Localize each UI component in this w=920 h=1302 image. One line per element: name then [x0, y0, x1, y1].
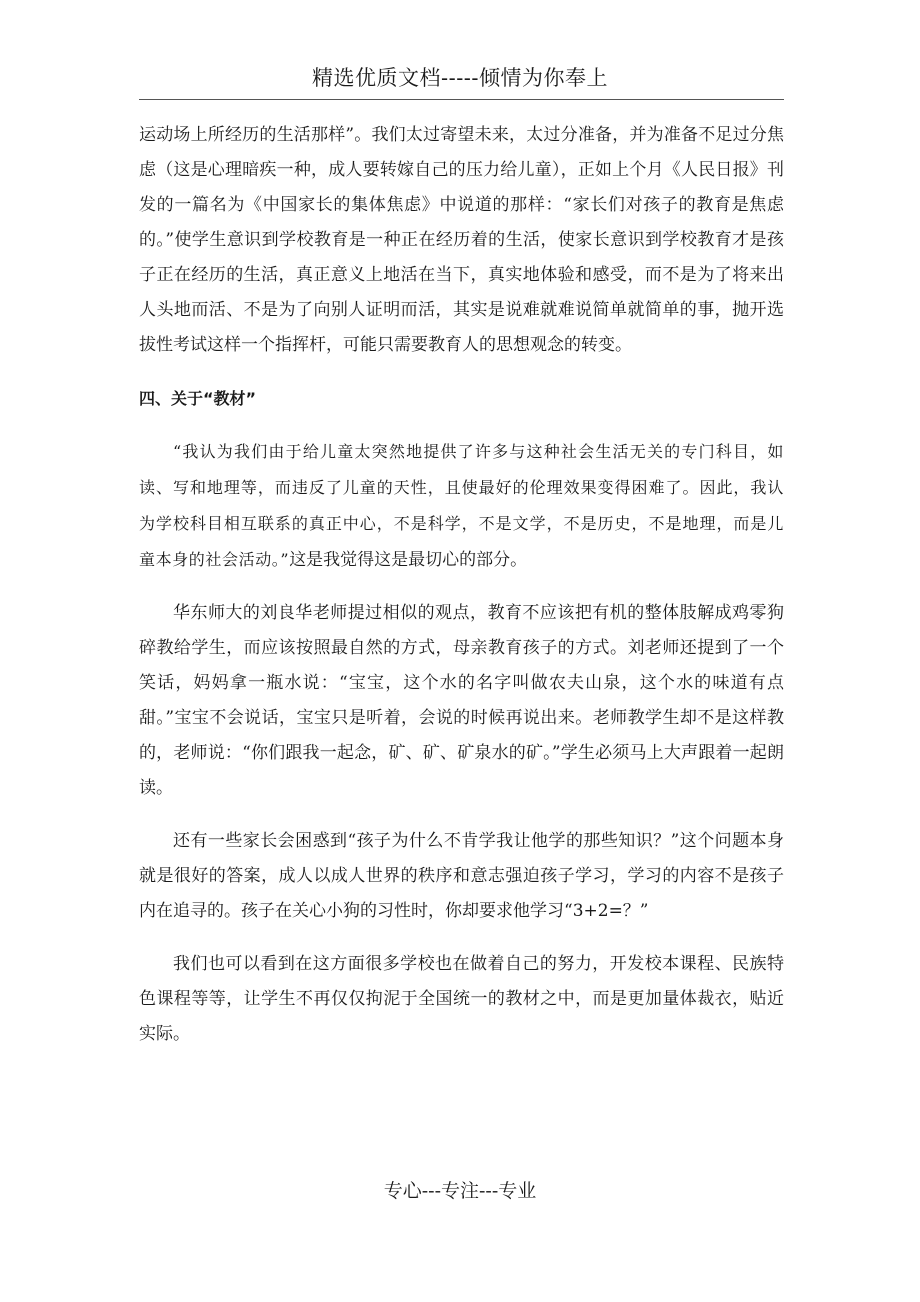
document-body	[139, 118, 784, 1052]
paragraph-3: 华东师大的刘良华老师提过相似的观点，教育不应该把有机的整体肢解成鸡零狗碎教给学生，而应该按照最自然的方式，母亲教育孩子的方式。刘老师还提到了一个笑话，妈妈拿一瓶水说：“宝宝，这个水的名字叫做农夫山泉，这个水的味道有点甜。”宝宝不会说话，宝宝只是听着，会说的时候再说出来。老师教学生却不是这样教的，老师说：“你们跟我一起念，矿、矿、矿泉水的矿。”学生必须马上大声跟着一起朗读。	[139, 603, 784, 798]
paragraph-4: 还有一些家长会困惑到“孩子为什么不肯学我让他学的那些知识？”这个问题本身就是很好的答案，成人以成人世界的秩序和意志强迫孩子学习，学习的内容不是孩子内在追寻的。孩子在关心小狗的习性时，你却要求他学习“3+2=？”	[139, 831, 784, 921]
paragraph-2	[139, 434, 784, 578]
paragraph-2-tail: 这是我觉得这是最切心的部分。	[289, 550, 528, 570]
section-heading: 四、关于“教材”	[139, 389, 257, 408]
dewey-quote: “我认为我们由于给儿童太突然地提供了许多与这种社会生活无关的专门科目，如读、写和地理等，而违反了儿童的天性，且使最好的伦理效果变得困难了。因此，我认为学校科目相互联系的真正中心，不是科学，不是文学，不是历史，不是地理，而是儿童本身的社会活动。”	[139, 442, 784, 569]
paragraph-1: 运动场上所经历的生活那样”。我们太过寄望未来，太过分准备，并为准备不足过分焦虑（这是心理暗疾一种，成人要转嫁自己的压力给儿童），正如上个月《人民日报》刊发的一篇名为《中国家长的集体焦虑》中说道的那样：“家长们对孩子的教育是焦虑的。”使学生意识到学校教育是一种正在经历着的生活，使家长意识到学校教育才是孩子正在经历的生活，真正意义上地活在当下，真实地体验和感受，而不是为了将来出人头地而活、不是为了向别人证明而活，其实是说难就难说简单就简单的事，抛开选拔性考试这样一个指挥杆，可能只需要教育人的思想观念的转变。	[139, 125, 784, 355]
header-divider	[139, 99, 784, 100]
page-footer: 专心---专注---专业	[383, 1180, 537, 1202]
paragraph-5: 我们也可以看到在这方面很多学校也在做着自己的努力，开发校本课程、民族特色课程等等，让学生不再仅仅拘泥于全国统一的教材之中，而是更加量体裁衣，贴近实际。	[139, 954, 784, 1044]
page-header-title: 精选优质文档-----倾情为你奉上	[312, 66, 608, 90]
